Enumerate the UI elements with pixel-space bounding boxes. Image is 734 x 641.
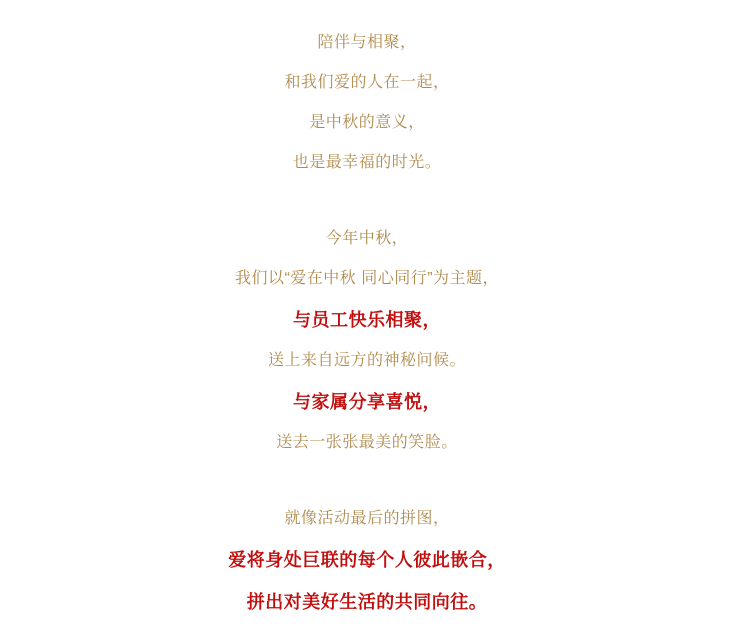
article-line: 我们以“爱在中秋 同心同行”为主题， xyxy=(234,270,500,287)
article-line-emphasis: 与员工快乐相聚， xyxy=(293,310,441,330)
article-line: 送上来自远方的神秘问候。 xyxy=(267,352,466,369)
article-line: 送去一张张最美的笑脸。 xyxy=(276,434,458,451)
article-line: 是中秋的意义， xyxy=(309,114,425,131)
article-line: 今年中秋， xyxy=(325,230,409,247)
article-line-emphasis: 与家属分享喜悦， xyxy=(293,392,441,412)
article-line-emphasis: 爱将身处巨联的每个人彼此嵌合， xyxy=(228,550,506,570)
article-line: 和我们爱的人在一起， xyxy=(284,74,450,91)
article-line: 也是最幸福的时光。 xyxy=(292,154,442,171)
article-section-2 xyxy=(0,231,734,451)
article-section-3 xyxy=(0,511,734,611)
article-line-emphasis: 拼出对美好生活的共同向往。 xyxy=(246,592,488,612)
section-spacer xyxy=(0,475,734,511)
article-section-1 xyxy=(0,35,734,171)
article-line: 就像活动最后的拼图， xyxy=(284,510,450,527)
article-line: 陪伴与相聚， xyxy=(317,34,417,51)
section-spacer xyxy=(0,195,734,231)
